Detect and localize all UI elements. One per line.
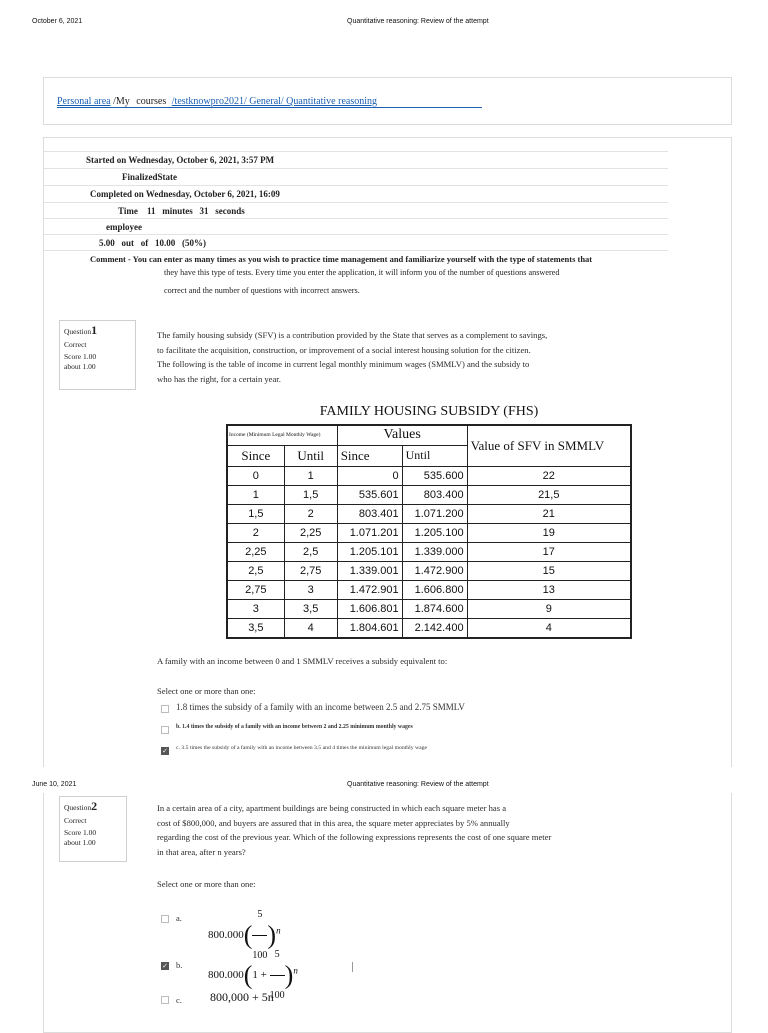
- table-row: [227, 466, 631, 485]
- q2-option-c-checkbox[interactable]: [161, 996, 169, 1004]
- question-2-text-line: in that area, after n years?: [157, 846, 246, 857]
- q2-option-b-checkbox[interactable]: ✓: [162, 962, 168, 970]
- breadcrumb: [57, 96, 377, 107]
- question-2-score: Score 1.00: [64, 828, 97, 837]
- question-1-about: about 1.00: [64, 361, 96, 371]
- question-1-select-label: Select one or more than one:: [157, 686, 256, 696]
- table-cell: 1.071.200: [402, 504, 467, 523]
- option-a-checkbox[interactable]: [161, 705, 169, 713]
- subsidy-table: [226, 424, 632, 639]
- breadcrumb-course-path[interactable]: /testknowpro2021/ General/ Quantitative reasoning: [171, 96, 377, 107]
- table-cell: 2,25: [284, 523, 337, 542]
- q2-option-c-label: c.: [176, 995, 182, 1005]
- table-cell: 17: [467, 542, 631, 561]
- question-2-text-line: cost of $800,000, and buyers are assured that in this area, the square meter appreciates by 5% annually: [157, 817, 510, 828]
- summary-comment-row: [44, 250, 668, 303]
- summary-state: FinalizedState: [122, 172, 177, 182]
- values-header: Values: [337, 425, 467, 445]
- q2-option-c-expression: 800,000 + 5n: [210, 990, 274, 1004]
- table-cell: 1.071.201: [337, 523, 402, 542]
- table-cell: 2,5: [227, 561, 284, 580]
- question-2-number: 2: [91, 799, 98, 813]
- table-cell: 1.804.601: [337, 618, 402, 638]
- question-2-text-line: regarding the cost of the previous year. Which of the following expressions represents the cost of one square meter: [157, 832, 552, 842]
- table-row: [227, 618, 631, 638]
- page-2-title: Quantitative reasoning: Review of the attempt: [347, 781, 489, 788]
- table-cell: 1: [284, 466, 337, 485]
- summary-score: 5.00 out of 10.00 (50%): [99, 238, 206, 248]
- q2-b-denominator: 100: [269, 990, 285, 1001]
- table-cell: 1.606.800: [402, 580, 467, 599]
- table-title: FAMILY HOUSING SUBSIDY (FHS): [319, 404, 539, 419]
- table-cell: 21,5: [467, 485, 631, 504]
- table-cell: 3,5: [227, 618, 284, 638]
- table-cell: 1.874.600: [402, 599, 467, 618]
- since-header: Since: [227, 445, 284, 466]
- table-cell: 9: [467, 599, 631, 618]
- table-cell: 2,5: [284, 542, 337, 561]
- until-header: Until: [284, 445, 337, 466]
- table-row: [227, 523, 631, 542]
- table-row: [227, 580, 631, 599]
- table-cell: 0: [337, 466, 402, 485]
- table-cell: 535.601: [337, 485, 402, 504]
- q2-a-denominator: 100: [252, 950, 268, 961]
- question-1-number: 1: [91, 323, 98, 337]
- question-2-status: Correct: [64, 815, 87, 825]
- values-until-header: Until: [402, 445, 467, 466]
- table-cell: 1.205.101: [337, 542, 402, 561]
- question-1-info: [59, 320, 136, 390]
- question-1-label: Question: [64, 327, 92, 336]
- question-2-text: [157, 801, 551, 859]
- table-cell: 2,25: [227, 542, 284, 561]
- summary-time-value: 11 minutes 31 seconds: [147, 206, 245, 216]
- text-cursor: [352, 962, 353, 972]
- summary-time-row: [44, 202, 668, 219]
- q2-a-base: 800.000: [208, 929, 244, 942]
- summary-comment-2: they have this type of tests. Every time you enter the application, it will inform you of the number of questions answered: [164, 268, 560, 277]
- table-row: [227, 542, 631, 561]
- q2-b-exponent: n: [293, 965, 298, 976]
- table-cell: 1.339.000: [402, 542, 467, 561]
- table-cell: 22: [467, 466, 631, 485]
- table-cell: 1.472.900: [402, 561, 467, 580]
- table-cell: 0: [227, 466, 284, 485]
- subsidy-table-body: [227, 466, 631, 638]
- q2-option-b-label: b.: [176, 960, 183, 970]
- table-cell: 3: [227, 599, 284, 618]
- summary-comment-1: Comment - You can enter as many times as you wish to practice time management and familiarize yourself with the type of statements that: [90, 254, 593, 264]
- table-cell: 2,75: [227, 580, 284, 599]
- table-cell: 1.339.001: [337, 561, 402, 580]
- q2-a-exponent: n: [276, 925, 281, 936]
- q2-b-one-plus: 1 +: [252, 969, 267, 982]
- table-cell: 4: [467, 618, 631, 638]
- income-header: Income (Minimum Legal Monthly Wage): [227, 425, 337, 445]
- table-cell: 19: [467, 523, 631, 542]
- table-cell: 803.400: [402, 485, 467, 504]
- values-since-header: Since: [337, 445, 402, 466]
- option-b-text: b. 1.4 times the subsidy of a family with an income between 2 and 2.25 minimum monthly wages: [176, 724, 413, 730]
- table-cell: 1,5: [284, 485, 337, 504]
- option-c-text: c. 3.5 times the subsidy of a family with an income between 3.5 and 4 times the minimum legal monthly wage: [176, 745, 427, 751]
- table-cell: 1.606.801: [337, 599, 402, 618]
- option-a-text: 1.8 times the subsidy of a family with an income between 2.5 and 2.75 SMMLV: [176, 702, 465, 712]
- q2-option-b-expression: 800.000(1 + $\frac{5}{100}$ )$^n$: [208, 935, 298, 975]
- question-1-text-line: The family housing subsidy (SFV) is a contribution provided by the State that serves as a complement to savings,: [157, 330, 548, 340]
- question-2-info: [59, 796, 127, 862]
- summary-role-row: [44, 218, 668, 235]
- table-cell: 2: [227, 523, 284, 542]
- question-2-label: Question: [64, 803, 92, 812]
- table-row: [227, 485, 631, 504]
- question-1-text-line: who has the right, for a certain year.: [157, 373, 281, 384]
- page-title: Quantitative reasoning: Review of the attempt: [347, 18, 489, 25]
- table-row: [227, 561, 631, 580]
- table-cell: 3: [284, 580, 337, 599]
- summary-score-row: [44, 234, 668, 251]
- summary-state-row: [44, 168, 668, 185]
- summary-started-row: [44, 151, 668, 168]
- table-cell: 13: [467, 580, 631, 599]
- table-cell: 21: [467, 504, 631, 523]
- breadcrumb-panel: [43, 77, 732, 125]
- summary-completed-row: [44, 185, 668, 202]
- table-cell: 2.142.400: [402, 618, 467, 638]
- table-row: [227, 504, 631, 523]
- breadcrumb-courses[interactable]: courses: [136, 96, 167, 107]
- q2-b-numerator: 5: [270, 935, 285, 976]
- table-cell: 535.600: [402, 466, 467, 485]
- table-cell: 15: [467, 561, 631, 580]
- question-1-text: [157, 328, 547, 386]
- table-cell: 1: [227, 485, 284, 504]
- question-1-status: Correct: [64, 339, 87, 349]
- question-1-text-line: The following is the table of income in current legal monthly minimum wages (SMMLV) and the subsidy to: [157, 359, 530, 369]
- question-2-text-line: In a certain area of a city, apartment buildings are being constructed in which each square meter has a: [157, 803, 507, 813]
- q2-a-numerator: 5: [252, 895, 267, 936]
- table-row: [227, 599, 631, 618]
- q2-option-a-expression: 800.000( $\frac{5}{100}$ )$^n$: [208, 895, 281, 935]
- question-2-about: about 1.00: [64, 837, 96, 847]
- table-cell: 1.205.100: [402, 523, 467, 542]
- breadcrumb-separator: /My: [113, 96, 130, 107]
- table-cell: 3,5: [284, 599, 337, 618]
- question-1-score: Score 1.00: [64, 352, 97, 361]
- page-date: October 6, 2021: [32, 18, 83, 25]
- table-cell: 1,5: [227, 504, 284, 523]
- breadcrumb-personal-area[interactable]: Personal area: [57, 96, 111, 107]
- q2-option-a-checkbox[interactable]: [161, 915, 169, 923]
- sfv-header: Value of SFV in SMMLV: [467, 425, 631, 466]
- table-cell: 2,75: [284, 561, 337, 580]
- question-1-text-line: to facilitate the acquisition, construction, or improvement of a social interest housing solution for the citizen.: [157, 344, 531, 355]
- page-2-date: June 10, 2021: [32, 781, 77, 788]
- summary-completed: Completed on Wednesday, October 6, 2021, 16:09: [90, 189, 280, 199]
- summary-comment-3: correct and the number of questions with incorrect answers.: [164, 286, 360, 295]
- table-cell: 803.401: [337, 504, 402, 523]
- q2-b-base: 800.000: [208, 969, 244, 982]
- option-b-checkbox[interactable]: [161, 726, 169, 734]
- summary-role: employee: [106, 222, 142, 232]
- summary-time-label: Time: [118, 206, 138, 216]
- breadcrumb-underline: [57, 107, 482, 108]
- question-1-prompt: A family with an income between 0 and 1 SMMLV receives a subsidy equivalent to:: [157, 656, 448, 666]
- q2-option-a-label: a.: [176, 913, 182, 923]
- option-c-checkbox[interactable]: ✓: [162, 747, 168, 755]
- table-cell: 4: [284, 618, 337, 638]
- question-2-select-label: Select one or more than one:: [157, 879, 256, 889]
- summary-started: Started on Wednesday, October 6, 2021, 3:57 PM: [86, 155, 275, 165]
- table-cell: 2: [284, 504, 337, 523]
- table-cell: 1.472.901: [337, 580, 402, 599]
